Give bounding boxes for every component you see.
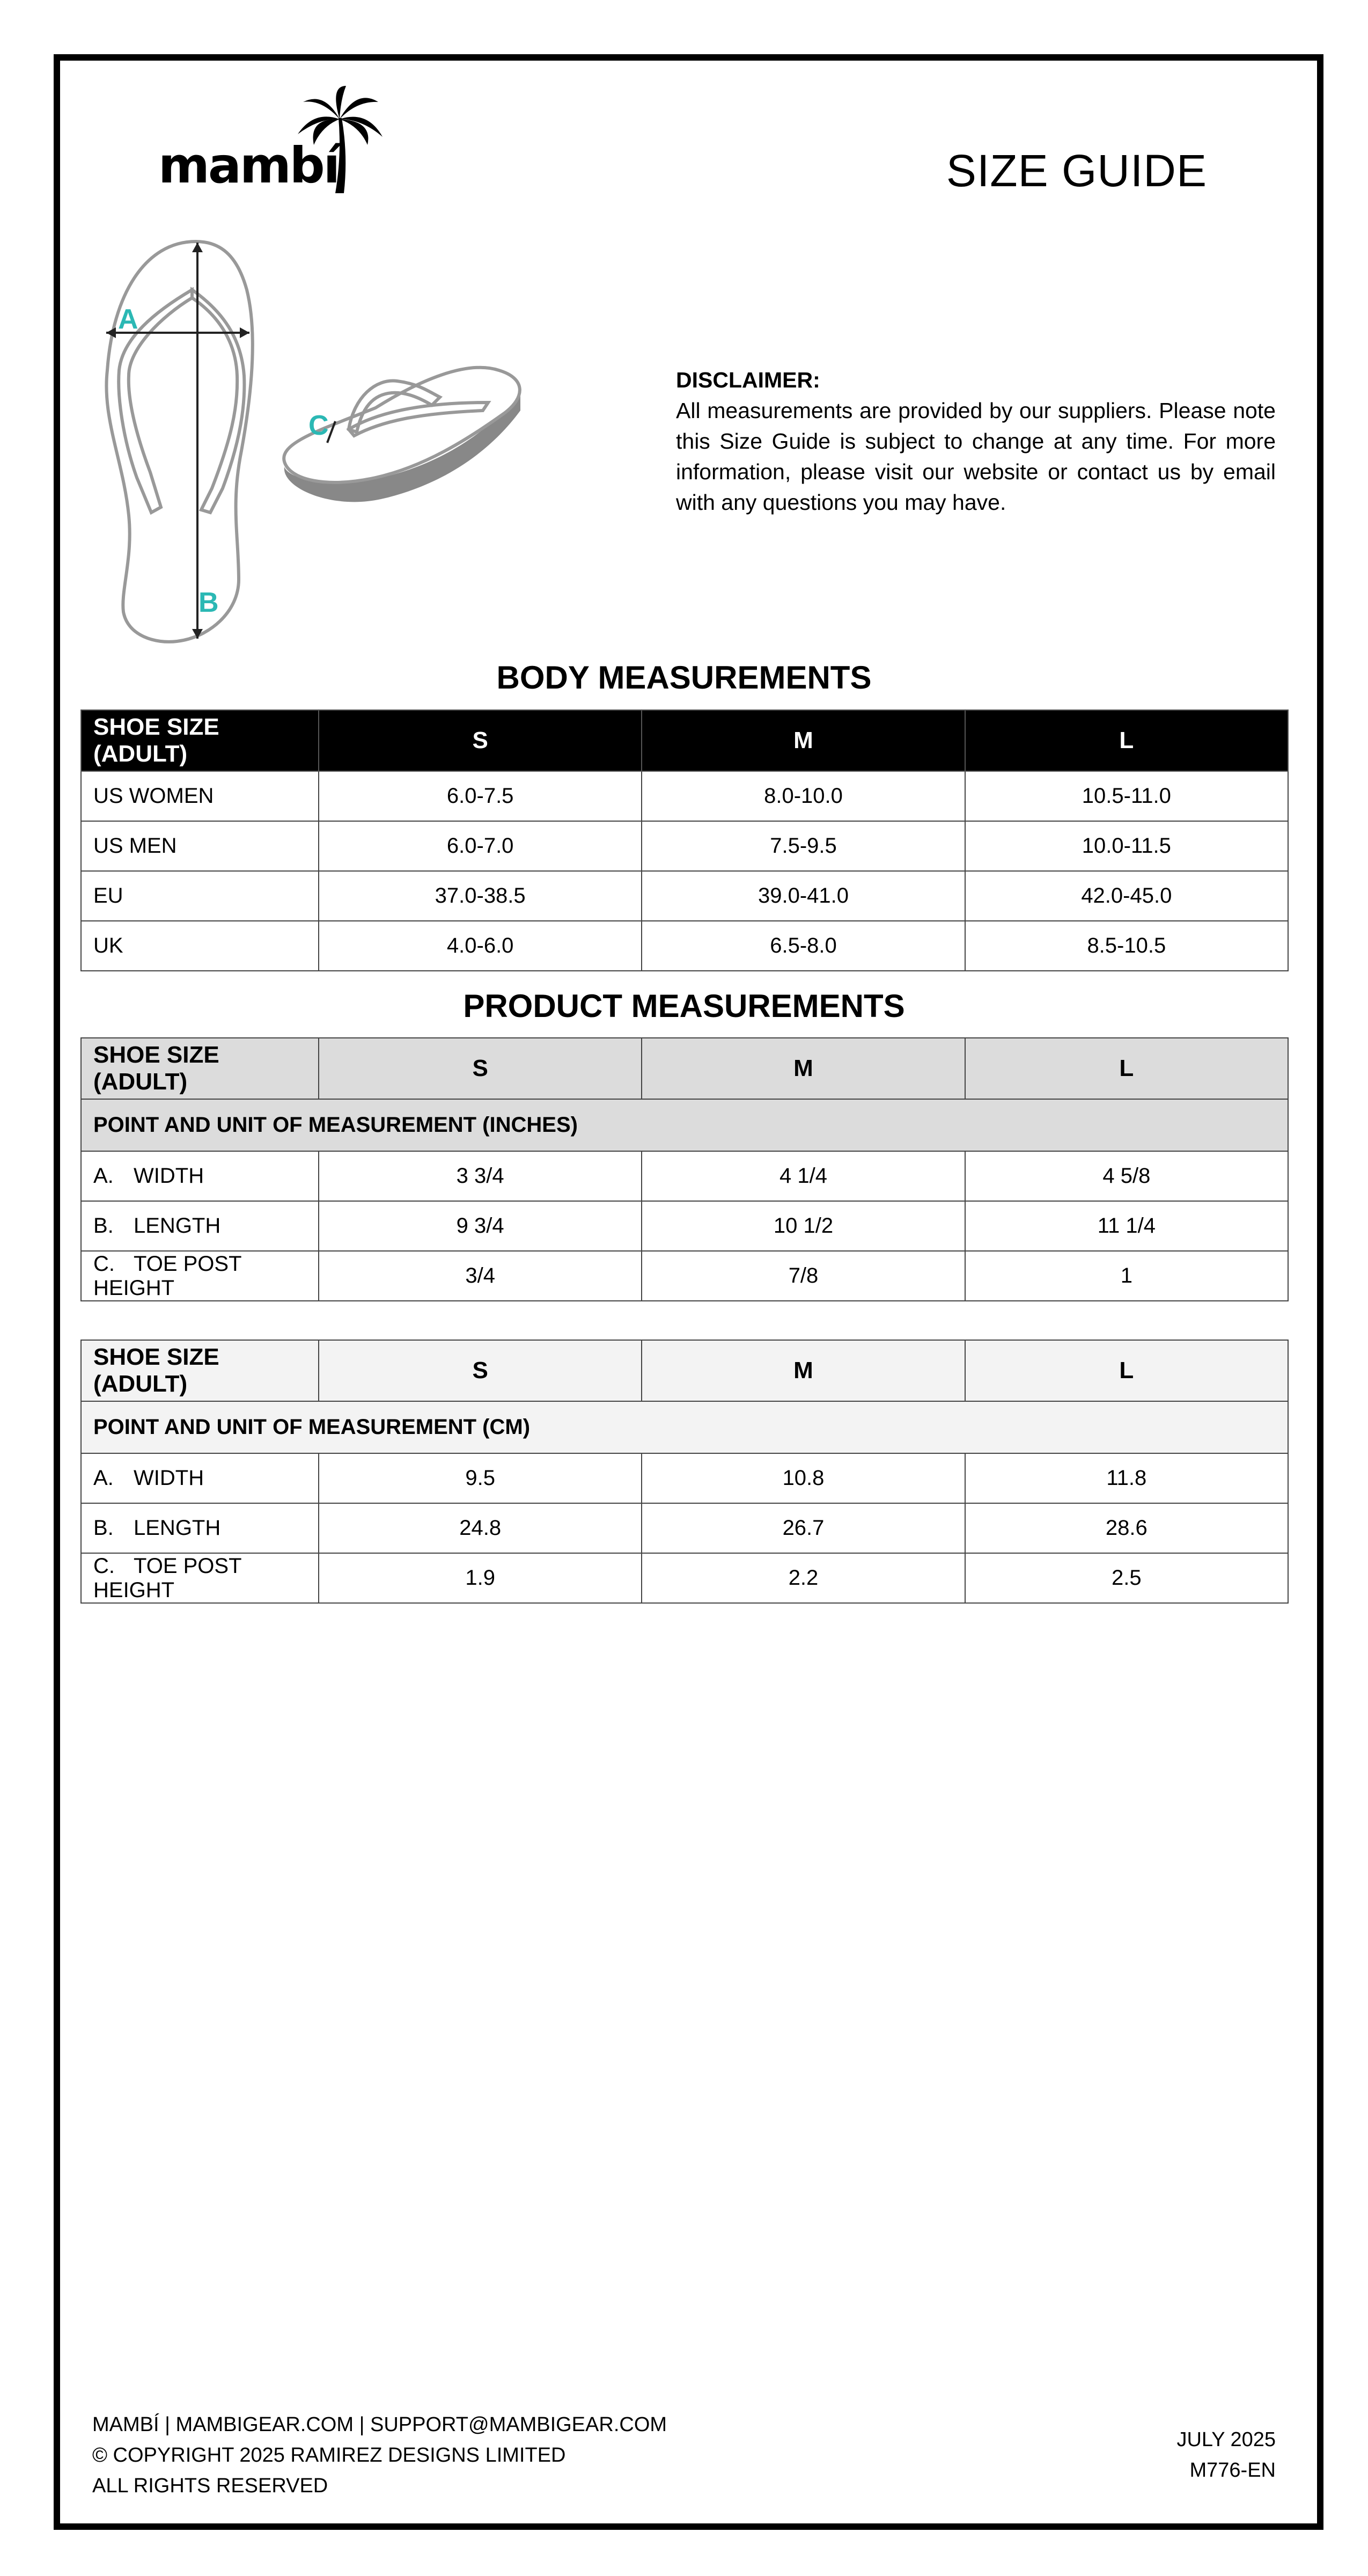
footer-line-rights: ALL RIGHTS RESERVED bbox=[92, 2475, 328, 2497]
table-cell: 1.9 bbox=[319, 1553, 642, 1603]
table-cell: 2.2 bbox=[642, 1553, 965, 1603]
table-header-row bbox=[81, 1340, 1288, 1401]
table-cell: 3/4 bbox=[319, 1251, 642, 1301]
table-cell: 6.0-7.0 bbox=[319, 821, 642, 871]
footer-line-copyright: © COPYRIGHT 2025 RAMIREZ DESIGNS LIMITED bbox=[92, 2444, 566, 2467]
table-cell: 8.5-10.5 bbox=[965, 921, 1288, 971]
header-cell: L bbox=[965, 1038, 1288, 1099]
flip-flop-diagram bbox=[97, 236, 536, 649]
table-cell: 7/8 bbox=[642, 1251, 965, 1301]
table-row bbox=[81, 1201, 1288, 1251]
point-letter: B. bbox=[93, 1214, 114, 1238]
disclaimer-text: All measurements are provided by our suppliers. Please note this Size Guide is subject to change at any time. For more information, please visit our website or contact us by email with any questions you may have. bbox=[676, 398, 1276, 515]
table-row bbox=[81, 921, 1288, 971]
footer-date: JULY 2025 bbox=[1176, 2428, 1276, 2451]
table-cell: 8.0-10.0 bbox=[642, 771, 965, 821]
table-row bbox=[81, 821, 1288, 871]
point-name: LENGTH bbox=[134, 1516, 221, 1540]
unit-subheader: POINT AND UNIT OF MEASUREMENT (INCHES) bbox=[81, 1099, 1288, 1151]
logo-text: mambí bbox=[158, 137, 339, 194]
product-measurements-title: PRODUCT MEASUREMENTS bbox=[463, 988, 905, 1024]
row-label: US WOMEN bbox=[81, 771, 319, 821]
table-cell: 6.0-7.5 bbox=[319, 771, 642, 821]
table-cell: 1 bbox=[965, 1251, 1288, 1301]
table-cell: 10.0-11.5 bbox=[965, 821, 1288, 871]
footer-line-contacts: MAMBÍ | MAMBIGEAR.COM | SUPPORT@MAMBIGEAR.COM bbox=[92, 2413, 667, 2436]
table-cell: 4.0-6.0 bbox=[319, 921, 642, 971]
header-cell: M bbox=[642, 1340, 965, 1401]
header-cell: M bbox=[642, 1038, 965, 1099]
header-cell: S bbox=[319, 1038, 642, 1099]
palm-tree-icon bbox=[292, 86, 384, 193]
table-cell: 39.0-41.0 bbox=[642, 871, 965, 921]
row-label: US MEN bbox=[81, 821, 319, 871]
point-name: TOE POST HEIGHT bbox=[93, 1252, 241, 1300]
point-letter: A. bbox=[93, 1466, 114, 1490]
table-row bbox=[81, 1453, 1288, 1503]
table-cell: 9.5 bbox=[319, 1453, 642, 1503]
header-cell: L bbox=[965, 710, 1288, 771]
table-cell: 6.5-8.0 bbox=[642, 921, 965, 971]
row-label bbox=[81, 1251, 319, 1301]
footer-contact bbox=[92, 2410, 667, 2501]
point-letter: A. bbox=[93, 1164, 114, 1188]
table-row bbox=[81, 771, 1288, 821]
header-cell: S bbox=[319, 710, 642, 771]
row-label bbox=[81, 1201, 319, 1251]
row-label: EU bbox=[81, 871, 319, 921]
table-cell: 7.5-9.5 bbox=[642, 821, 965, 871]
point-name: TOE POST HEIGHT bbox=[93, 1554, 241, 1602]
table-row bbox=[81, 1553, 1288, 1603]
body-measurements-table bbox=[80, 709, 1289, 971]
table-cell: 11.8 bbox=[965, 1453, 1288, 1503]
unit-subheader: POINT AND UNIT OF MEASUREMENT (CM) bbox=[81, 1401, 1288, 1453]
table-subheader-row bbox=[81, 1401, 1288, 1453]
footer-code: M776-EN bbox=[1189, 2459, 1276, 2482]
body-measurements-title: BODY MEASUREMENTS bbox=[496, 660, 872, 696]
disclaimer bbox=[676, 365, 1276, 518]
table-cell: 24.8 bbox=[319, 1503, 642, 1553]
table-cell: 26.7 bbox=[642, 1503, 965, 1553]
table-row bbox=[81, 1251, 1288, 1301]
table-header-row bbox=[81, 710, 1288, 771]
table-cell: 10.8 bbox=[642, 1453, 965, 1503]
product-measurements-inches-table bbox=[80, 1037, 1289, 1301]
point-name: WIDTH bbox=[134, 1164, 204, 1188]
table-cell: 10.5-11.0 bbox=[965, 771, 1288, 821]
label-a: A bbox=[118, 304, 138, 335]
table-header-row bbox=[81, 1038, 1288, 1099]
table-cell: 4 1/4 bbox=[642, 1151, 965, 1201]
table-subheader-row bbox=[81, 1099, 1288, 1151]
header-cell: S bbox=[319, 1340, 642, 1401]
row-label bbox=[81, 1151, 319, 1201]
table-cell: 10 1/2 bbox=[642, 1201, 965, 1251]
table-cell: 11 1/4 bbox=[965, 1201, 1288, 1251]
point-letter: C. bbox=[93, 1554, 115, 1578]
table-row bbox=[81, 1151, 1288, 1201]
point-name: WIDTH bbox=[134, 1466, 204, 1490]
row-label bbox=[81, 1553, 319, 1603]
table-cell: 42.0-45.0 bbox=[965, 871, 1288, 921]
point-name: LENGTH bbox=[134, 1214, 221, 1238]
table-cell: 9 3/4 bbox=[319, 1201, 642, 1251]
footer-meta bbox=[1176, 2425, 1276, 2486]
table-cell: 3 3/4 bbox=[319, 1151, 642, 1201]
point-letter: C. bbox=[93, 1252, 115, 1276]
product-measurements-cm-table bbox=[80, 1340, 1289, 1604]
disclaimer-heading: DISCLAIMER: bbox=[676, 368, 820, 392]
brand-logo bbox=[158, 86, 384, 193]
label-b: B bbox=[198, 587, 219, 618]
flip-flop-top-view bbox=[106, 241, 252, 642]
header-cell: L bbox=[965, 1340, 1288, 1401]
table-cell: 2.5 bbox=[965, 1553, 1288, 1603]
table-cell: 37.0-38.5 bbox=[319, 871, 642, 921]
header-cell: SHOE SIZE (ADULT) bbox=[81, 1038, 319, 1099]
table-row bbox=[81, 871, 1288, 921]
header-cell: SHOE SIZE (ADULT) bbox=[81, 710, 319, 771]
row-label bbox=[81, 1453, 319, 1503]
table-cell: 28.6 bbox=[965, 1503, 1288, 1553]
header-cell: M bbox=[642, 710, 965, 771]
table-row bbox=[81, 1503, 1288, 1553]
label-c: C bbox=[308, 410, 329, 441]
point-letter: B. bbox=[93, 1516, 114, 1540]
row-label bbox=[81, 1503, 319, 1553]
row-label: UK bbox=[81, 921, 319, 971]
table-cell: 4 5/8 bbox=[965, 1151, 1288, 1201]
page-title: SIZE GUIDE bbox=[946, 145, 1207, 196]
header-cell: SHOE SIZE (ADULT) bbox=[81, 1340, 319, 1401]
